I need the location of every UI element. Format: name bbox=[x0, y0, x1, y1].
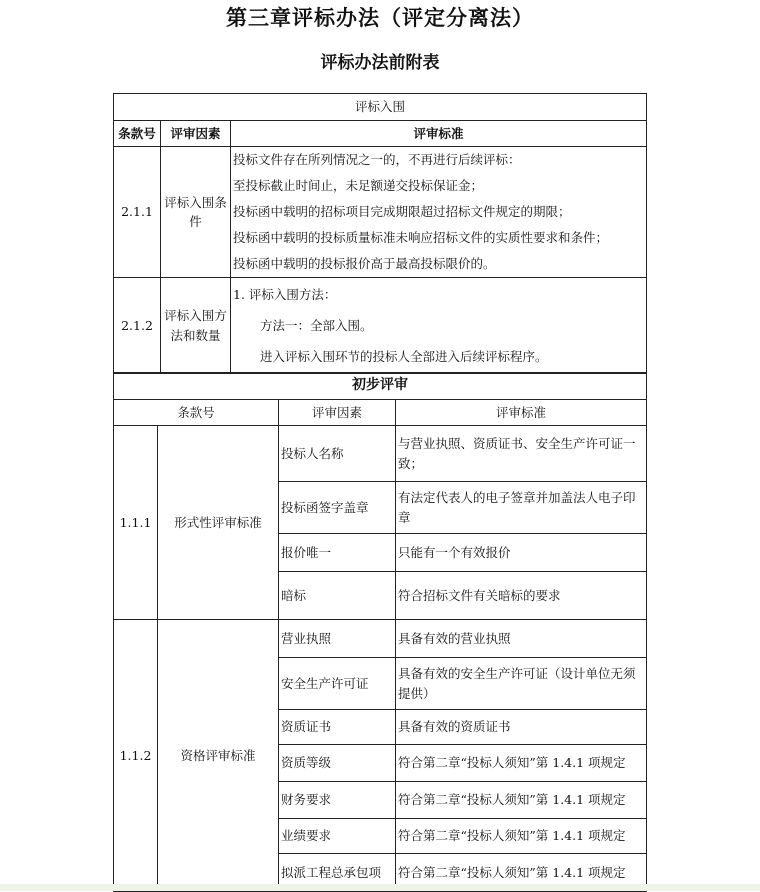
standard-line: 投标函中载明的投标报价高于最高投标限价的。 bbox=[233, 256, 496, 271]
standard-cell: 符合招标文件有关暗标的要求 bbox=[396, 572, 647, 620]
standard-line: 投标文件存在所列情况之一的，不再进行后续评标： bbox=[233, 152, 521, 167]
clause-cell: 1.1.2 bbox=[114, 620, 158, 892]
standard-cell bbox=[231, 147, 647, 278]
factor-cell: 评标入围条件 bbox=[161, 147, 231, 278]
header-factor: 评审因素 bbox=[161, 121, 231, 147]
header-clause-no: 条款号 bbox=[114, 400, 279, 426]
standard-cell bbox=[231, 278, 647, 374]
factor-cell: 安全生产许可证 bbox=[279, 658, 396, 710]
method-note: 进入评标入围环节的投标人全部进入后续评标程序。 bbox=[260, 349, 548, 364]
factor-cell: 暗标 bbox=[279, 572, 396, 620]
standard-cell: 具备有效的资质证书 bbox=[396, 710, 647, 745]
factor-cell: 资质证书 bbox=[279, 710, 396, 745]
method-heading: 1. 评标入围方法： bbox=[233, 287, 337, 302]
preliminary-review-table bbox=[113, 372, 647, 892]
table-row bbox=[114, 426, 647, 482]
header-standard: 评审标准 bbox=[396, 400, 647, 426]
clause-cell: 1.1.1 bbox=[114, 426, 158, 620]
clause-cell: 2.1.1 bbox=[114, 147, 161, 278]
standard-cell: 只能有一个有效报价 bbox=[396, 534, 647, 572]
factor-cell: 报价唯一 bbox=[279, 534, 396, 572]
factor-cell: 资质等级 bbox=[279, 745, 396, 782]
factor-cell: 财务要求 bbox=[279, 782, 396, 819]
method-option: 方法一：全部入围。 bbox=[260, 318, 373, 333]
criteria-group-name: 资格评审标准 bbox=[158, 620, 279, 892]
clause-cell: 2.1.2 bbox=[114, 278, 161, 374]
factor-cell: 评标入围方法和数量 bbox=[161, 278, 231, 374]
factor-cell: 拟派工程总承包项 bbox=[279, 854, 396, 892]
criteria-group-name: 形式性评审标准 bbox=[158, 426, 279, 620]
header-factor: 评审因素 bbox=[279, 400, 396, 426]
standard-line: 至投标截止时间止，未足额递交投标保证金； bbox=[233, 178, 484, 193]
factor-cell: 业绩要求 bbox=[279, 819, 396, 854]
page-footer-strip bbox=[0, 884, 760, 891]
standard-cell: 符合第二章“投标人须知”第 1.4.1 项规定 bbox=[396, 745, 647, 782]
table-row bbox=[114, 278, 647, 374]
standard-cell: 与营业执照、资质证书、安全生产许可证一致； bbox=[396, 426, 647, 482]
chapter-title: 第三章评标办法（评定分离法） bbox=[226, 6, 534, 30]
header-clause-no: 条款号 bbox=[114, 121, 161, 147]
standard-cell: 具备有效的安全生产许可证（设计单位无须提供） bbox=[396, 658, 647, 710]
table-row bbox=[114, 620, 647, 658]
table-row bbox=[114, 147, 647, 278]
section-title-preliminary: 初步评审 bbox=[114, 373, 647, 400]
factor-cell: 投标人名称 bbox=[279, 426, 396, 482]
standard-line: 投标函中载明的投标质量标准未响应招标文件的实质性要求和条件； bbox=[233, 230, 609, 245]
section-title-entry: 评标入围 bbox=[114, 94, 647, 121]
standard-cell: 符合第二章“投标人须知”第 1.4.1 项规定 bbox=[396, 782, 647, 819]
standard-cell: 符合第二章“投标人须知”第 1.4.1 项规定 bbox=[396, 854, 647, 892]
factor-cell: 营业执照 bbox=[279, 620, 396, 658]
header-standard: 评审标准 bbox=[231, 121, 647, 147]
standard-cell: 符合第二章“投标人须知”第 1.4.1 项规定 bbox=[396, 819, 647, 854]
entry-evaluation-table bbox=[113, 93, 647, 374]
standard-cell: 具备有效的营业执照 bbox=[396, 620, 647, 658]
factor-cell: 投标函签字盖章 bbox=[279, 482, 396, 534]
table-subtitle: 评标办法前附表 bbox=[320, 53, 440, 73]
standard-line: 投标函中载明的招标项目完成期限超过招标文件规定的期限； bbox=[233, 204, 571, 219]
standard-cell: 有法定代表人的电子签章并加盖法人电子印章 bbox=[396, 482, 647, 534]
